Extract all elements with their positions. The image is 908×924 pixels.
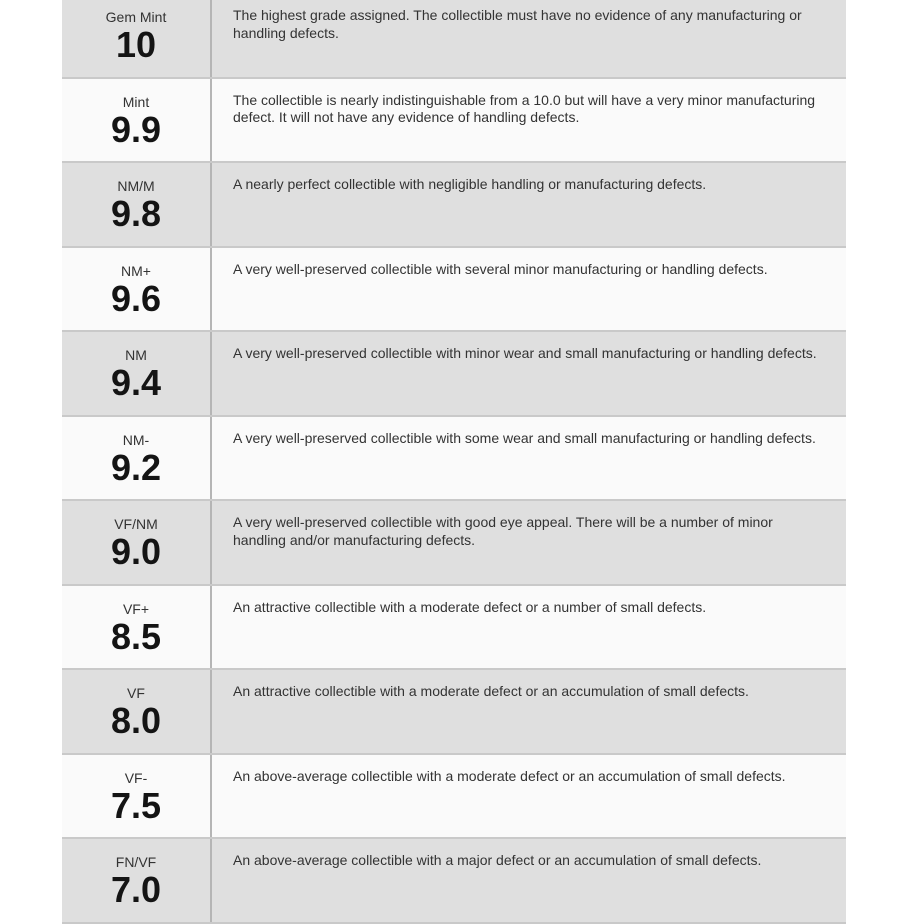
grade-description-cell [210,79,846,162]
grade-description: An above-average collectible with a major defect or an accumulation of small defects. [233,852,762,868]
grading-scale-table [62,0,846,924]
grade-cell [62,755,210,838]
grading-row [62,0,846,79]
grade-description: A very well-preserved collectible with minor wear and small manufacturing or handling defects. [233,345,817,361]
grading-row [62,501,846,586]
grade-description-cell [210,586,846,669]
grade-label: NM/M [117,178,155,194]
grading-row [62,586,846,671]
grading-row [62,670,846,755]
grade-description: The highest grade assigned. The collectible must have no evidence of any manufacturing or handling defects. [233,7,802,41]
grade-description: A very well-preserved collectible with several minor manufacturing or handling defects. [233,260,768,277]
grade-number: 9.2 [110,446,162,488]
grade-number: 9.0 [110,531,162,572]
grading-row [62,755,846,840]
grading-row [62,163,846,248]
grade-cell [62,417,210,500]
grading-row [62,839,846,924]
grade-number: 7.0 [110,869,162,910]
grade-description-cell [210,670,846,753]
grade-cell [62,332,210,415]
grade-description-cell [210,248,846,331]
grade-number: 9.4 [110,362,162,403]
grade-description: An above-average collectible with a moderate defect or an accumulation of small defects. [233,767,786,784]
grading-row [62,79,846,164]
grade-description: A very well-preserved collectible with good eye appeal. There will be a number of minor handling and/or manufacturing defects. [233,514,773,548]
grade-description-cell [210,0,846,77]
grade-description-cell [210,755,846,838]
grade-cell [62,586,210,669]
grade-label: VF [127,685,145,701]
grade-cell [62,839,210,922]
grade-description-cell [210,332,846,415]
grade-description-cell [210,839,846,922]
grade-label: FN/VF [115,854,157,870]
grade-label: VF/NM [114,516,158,532]
grade-description: An attractive collectible with a moderate defect or a number of small defects. [233,598,707,615]
grade-number: 8.5 [110,615,162,657]
grade-description: A very well-preserved collectible with some wear and small manufacturing or handling defects. [233,429,816,446]
grade-description: An attractive collectible with a moderate defect or an accumulation of small defects. [233,683,749,699]
grade-label: VF- [124,769,148,786]
grade-number: 8.0 [110,700,162,741]
grading-row [62,248,846,333]
grade-label: NM- [122,431,150,448]
grade-label: Gem Mint [105,9,167,25]
grade-number: 9.6 [110,277,162,319]
grade-label: NM [125,347,147,363]
grade-label: NM+ [121,262,151,279]
grade-description: A nearly perfect collectible with negligible handling or manufacturing defects. [233,176,707,192]
grade-description: The collectible is nearly indistinguishable from a 10.0 but will have a very minor manufacturing defect. It will not have any evidence of handling defects. [233,91,816,125]
grade-description-cell [210,501,846,584]
grade-label: VF+ [122,600,150,617]
grade-description-cell [210,163,846,246]
grade-cell [62,163,210,246]
grade-number: 9.9 [110,108,162,150]
grade-cell [62,670,210,753]
grade-number: 9.8 [110,193,162,234]
grading-row [62,417,846,502]
grade-label: Mint [122,93,150,110]
grade-cell [62,501,210,584]
grade-number: 7.5 [110,784,162,826]
grade-number: 10 [115,24,157,65]
grade-cell [62,248,210,331]
grade-cell [62,0,210,77]
grade-description-cell [210,417,846,500]
grade-cell [62,79,210,162]
grading-row [62,332,846,417]
